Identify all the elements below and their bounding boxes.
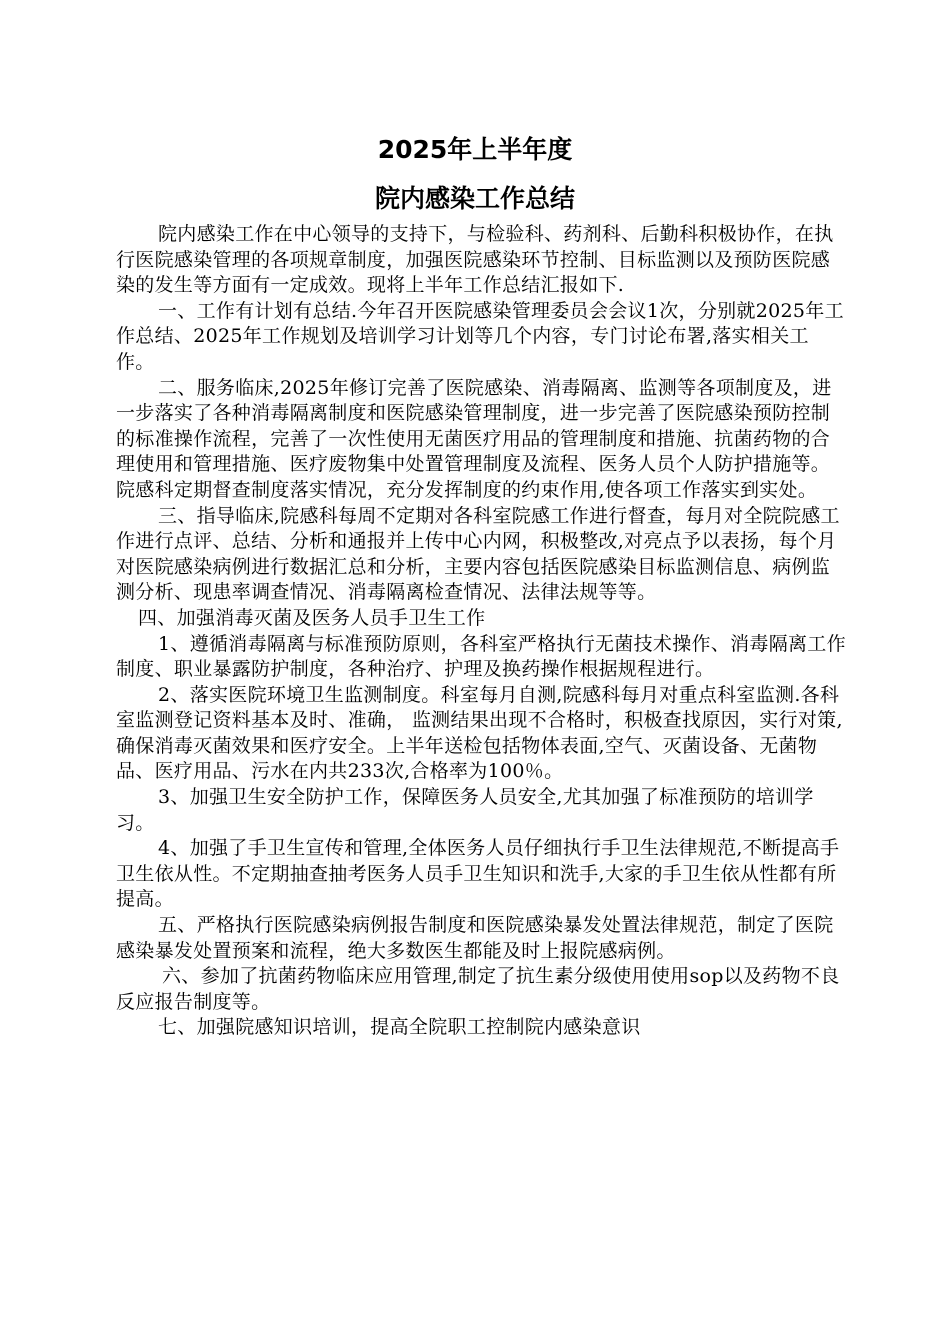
section-4-item-2: 2、落实医院环境卫生监测制度。科室每月自测,院感科每月对重点科室监测.各科室监测登记资料基本及时、准确， 监测结果出现不合格时，积极查找原因，实行对策,确保消毒灭菌效果和医疗安全。上半年送检包括物体表面,空气、灭菌设备、无菌物品、医疗用品、污水在内共233次,合格率为100％。 [116,683,843,783]
intro-paragraph: 院内感染工作在中心领导的支持下，与检验科、药剂科、后勤科积极协作，在执行医院感染管理的各项规章制度，加强医院感染环节控制、目标监测以及预防医院感染的发生等方面有一定成效。现将上半年工作总结汇报如下. [116,223,834,297]
section-4-item-3: 3、加强卫生安全防护工作，保障医务人员安全,尤其加强了标准预防的培训学习。 [116,786,814,834]
document-title: 院内感染工作总结 [374,184,575,213]
section-5-paragraph: 五、严格执行医院感染病例报告制度和医院感染暴发处置法律规范，制定了医院感染暴发处置预案和流程，绝大多数医生都能及时上报院感病例。 [116,914,834,962]
section-1-paragraph: 一、工作有计划有总结.今年召开医院感染管理委员会会议1次，分别就2025年工作总结、2025年工作规划及培训学习计划等几个内容，专门讨论布署,落实相关工作。 [116,299,844,373]
document-title-year: 2025年上半年度 [377,135,573,164]
document-body [116,222,846,1041]
section-2-paragraph: 二、服务临床,2025年修订完善了医院感染、消毒隔离、监测等各项制度及，进一步落实了各种消毒隔离制度和医院感染管理制度，进一步完善了医院感染预防控制的标准操作流程，完善了一次性使用无菌医疗用品的管理制度和措施、抗菌药物的合理使用和管理措施、医疗废物集中处置管理制度及流程、医务人员个人防护措施等。院感科定期督查制度落实情况，充分发挥制度的约束作用,使各项工作落实到实处。 [116,376,832,501]
section-4-item-4: 4、加强了手卫生宣传和管理,全体医务人员仔细执行手卫生法律规范,不断提高手卫生依从性。不定期抽查抽考医务人员手卫生知识和洗手,大家的手卫生依从性都有所提高。 [116,837,840,911]
section-6-paragraph: 六、参加了抗菌药物临床应用管理,制定了抗生素分级使用使用sop以及药物不良反应报告制度等。 [116,965,840,1013]
section-4-item-1: 1、遵循消毒隔离与标准预防原则，各科室严格执行无菌技术操作、消毒隔离工作制度、职业暴露防护制度，各种治疗、护理及换药操作根据规程进行。 [116,632,846,681]
section-7-paragraph: 七、加强院感知识培训，提高全院职工控制院内感染意识 [158,1016,641,1039]
section-3-paragraph: 三、指导临床,院感科每周不定期对各科室院感工作进行督查，每月对全院院感工作进行点评、总结、分析和通报并上传中心内网，积极整改,对亮点予以表扬，每个月对医院感染病例进行数据汇总和分析，主要内容包括医院感染目标监测信息、病例监测分析、现患率调查情况、消毒隔离检查情况、法律法规等等。 [116,504,840,604]
section-4-heading: 四、加强消毒灭菌及医务人员手卫生工作 [138,606,486,629]
